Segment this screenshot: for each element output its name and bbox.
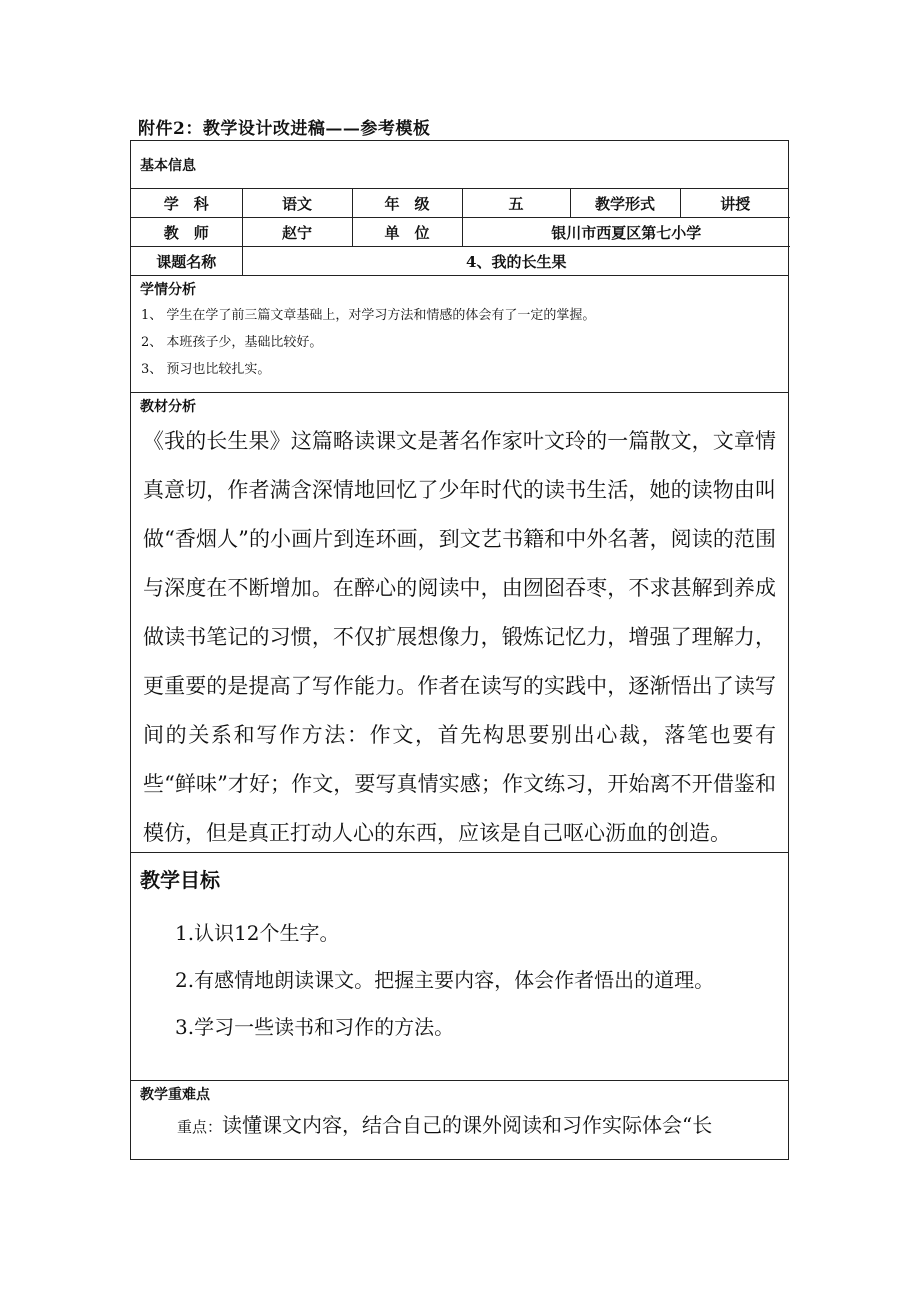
subject-label: 学 科 bbox=[131, 189, 242, 218]
key-point-line bbox=[131, 1105, 788, 1147]
subject-value: 语文 bbox=[242, 189, 352, 218]
key-points-label: 教学重难点 bbox=[140, 1087, 210, 1103]
student-analysis-list bbox=[131, 300, 788, 383]
goals-label: 教学目标 bbox=[140, 868, 220, 892]
material-analysis-text: 《我的长生果》这篇略读课文是著名作家叶文玲的一篇散文，文章情真意切，作者满含深情地回忆了少年时代的读书生活，她的读物由叫做“香烟人”的小画片到连环画，到文艺书籍和中外名著，阅读的范围与深度在不断增加。在醉心的阅读中，由囫囵吞枣，不求甚解到养成做读书笔记的习惯，不仅扩展想像力，锻炼记忆力，增强了理解力，更重要的是提高了写作能力。作者在读写的实践中，逐渐悟出了读写间的关系和写作方法：作文，首先构思要别出心裁，落笔也要有些“鲜味”才好；作文，要写真情实感；作文练习，开始离不开借鉴和模仿，但是真正打动人心的东西，应该是自己呕心沥血的创造。 bbox=[143, 429, 776, 845]
form-label: 教学形式 bbox=[570, 189, 680, 218]
student-analysis-label: 学情分析 bbox=[140, 282, 196, 298]
info-grid-row bbox=[131, 189, 788, 276]
lesson-plan-form bbox=[130, 140, 789, 1160]
list-item: 2、 本班孩子少，基础比较好。 bbox=[141, 335, 323, 350]
key-points-section bbox=[131, 1081, 788, 1159]
list-item: 3、 预习也比较扎实。 bbox=[141, 362, 271, 377]
unit-value: 银川市西夏区第七小学 bbox=[462, 218, 790, 247]
teacher-value: 赵宁 bbox=[242, 218, 352, 247]
goal-item: 3.学习一些读书和习作的方法。 bbox=[175, 1015, 455, 1039]
table-row bbox=[131, 189, 790, 218]
list-item: 1、 学生在学了前三篇文章基础上，对学习方法和情感的体会有了一定的掌握。 bbox=[141, 308, 596, 323]
table-row bbox=[131, 218, 790, 247]
material-analysis-section bbox=[131, 393, 788, 853]
teacher-label: 教 师 bbox=[131, 218, 242, 247]
table-row bbox=[131, 247, 790, 276]
info-table bbox=[131, 189, 790, 275]
unit-label: 单 位 bbox=[352, 218, 462, 247]
student-analysis-section bbox=[131, 276, 788, 393]
goals-section bbox=[131, 853, 788, 1081]
goal-item: 1.认识12个生字。 bbox=[175, 921, 340, 945]
basic-info-label: 基本信息 bbox=[140, 158, 196, 174]
goal-item: 2.有感情地朗读课文。把握主要内容，体会作者悟出的道理。 bbox=[175, 968, 715, 992]
grade-value: 五 bbox=[462, 189, 570, 218]
key-point-text: 读懂课文内容，结合自己的课外阅读和习作实际体会“长 bbox=[222, 1113, 713, 1137]
topic-value: 4、我的长生果 bbox=[466, 252, 567, 271]
page-heading: 附件2：教学设计改进稿——参考模板 bbox=[138, 119, 431, 139]
topic-label: 课题名称 bbox=[131, 247, 242, 276]
material-analysis-label: 教材分析 bbox=[140, 399, 196, 415]
grade-label: 年 级 bbox=[352, 189, 462, 218]
key-point-label: 重点： bbox=[177, 1118, 223, 1136]
form-value: 讲授 bbox=[680, 189, 790, 218]
basic-info-section bbox=[131, 141, 788, 189]
